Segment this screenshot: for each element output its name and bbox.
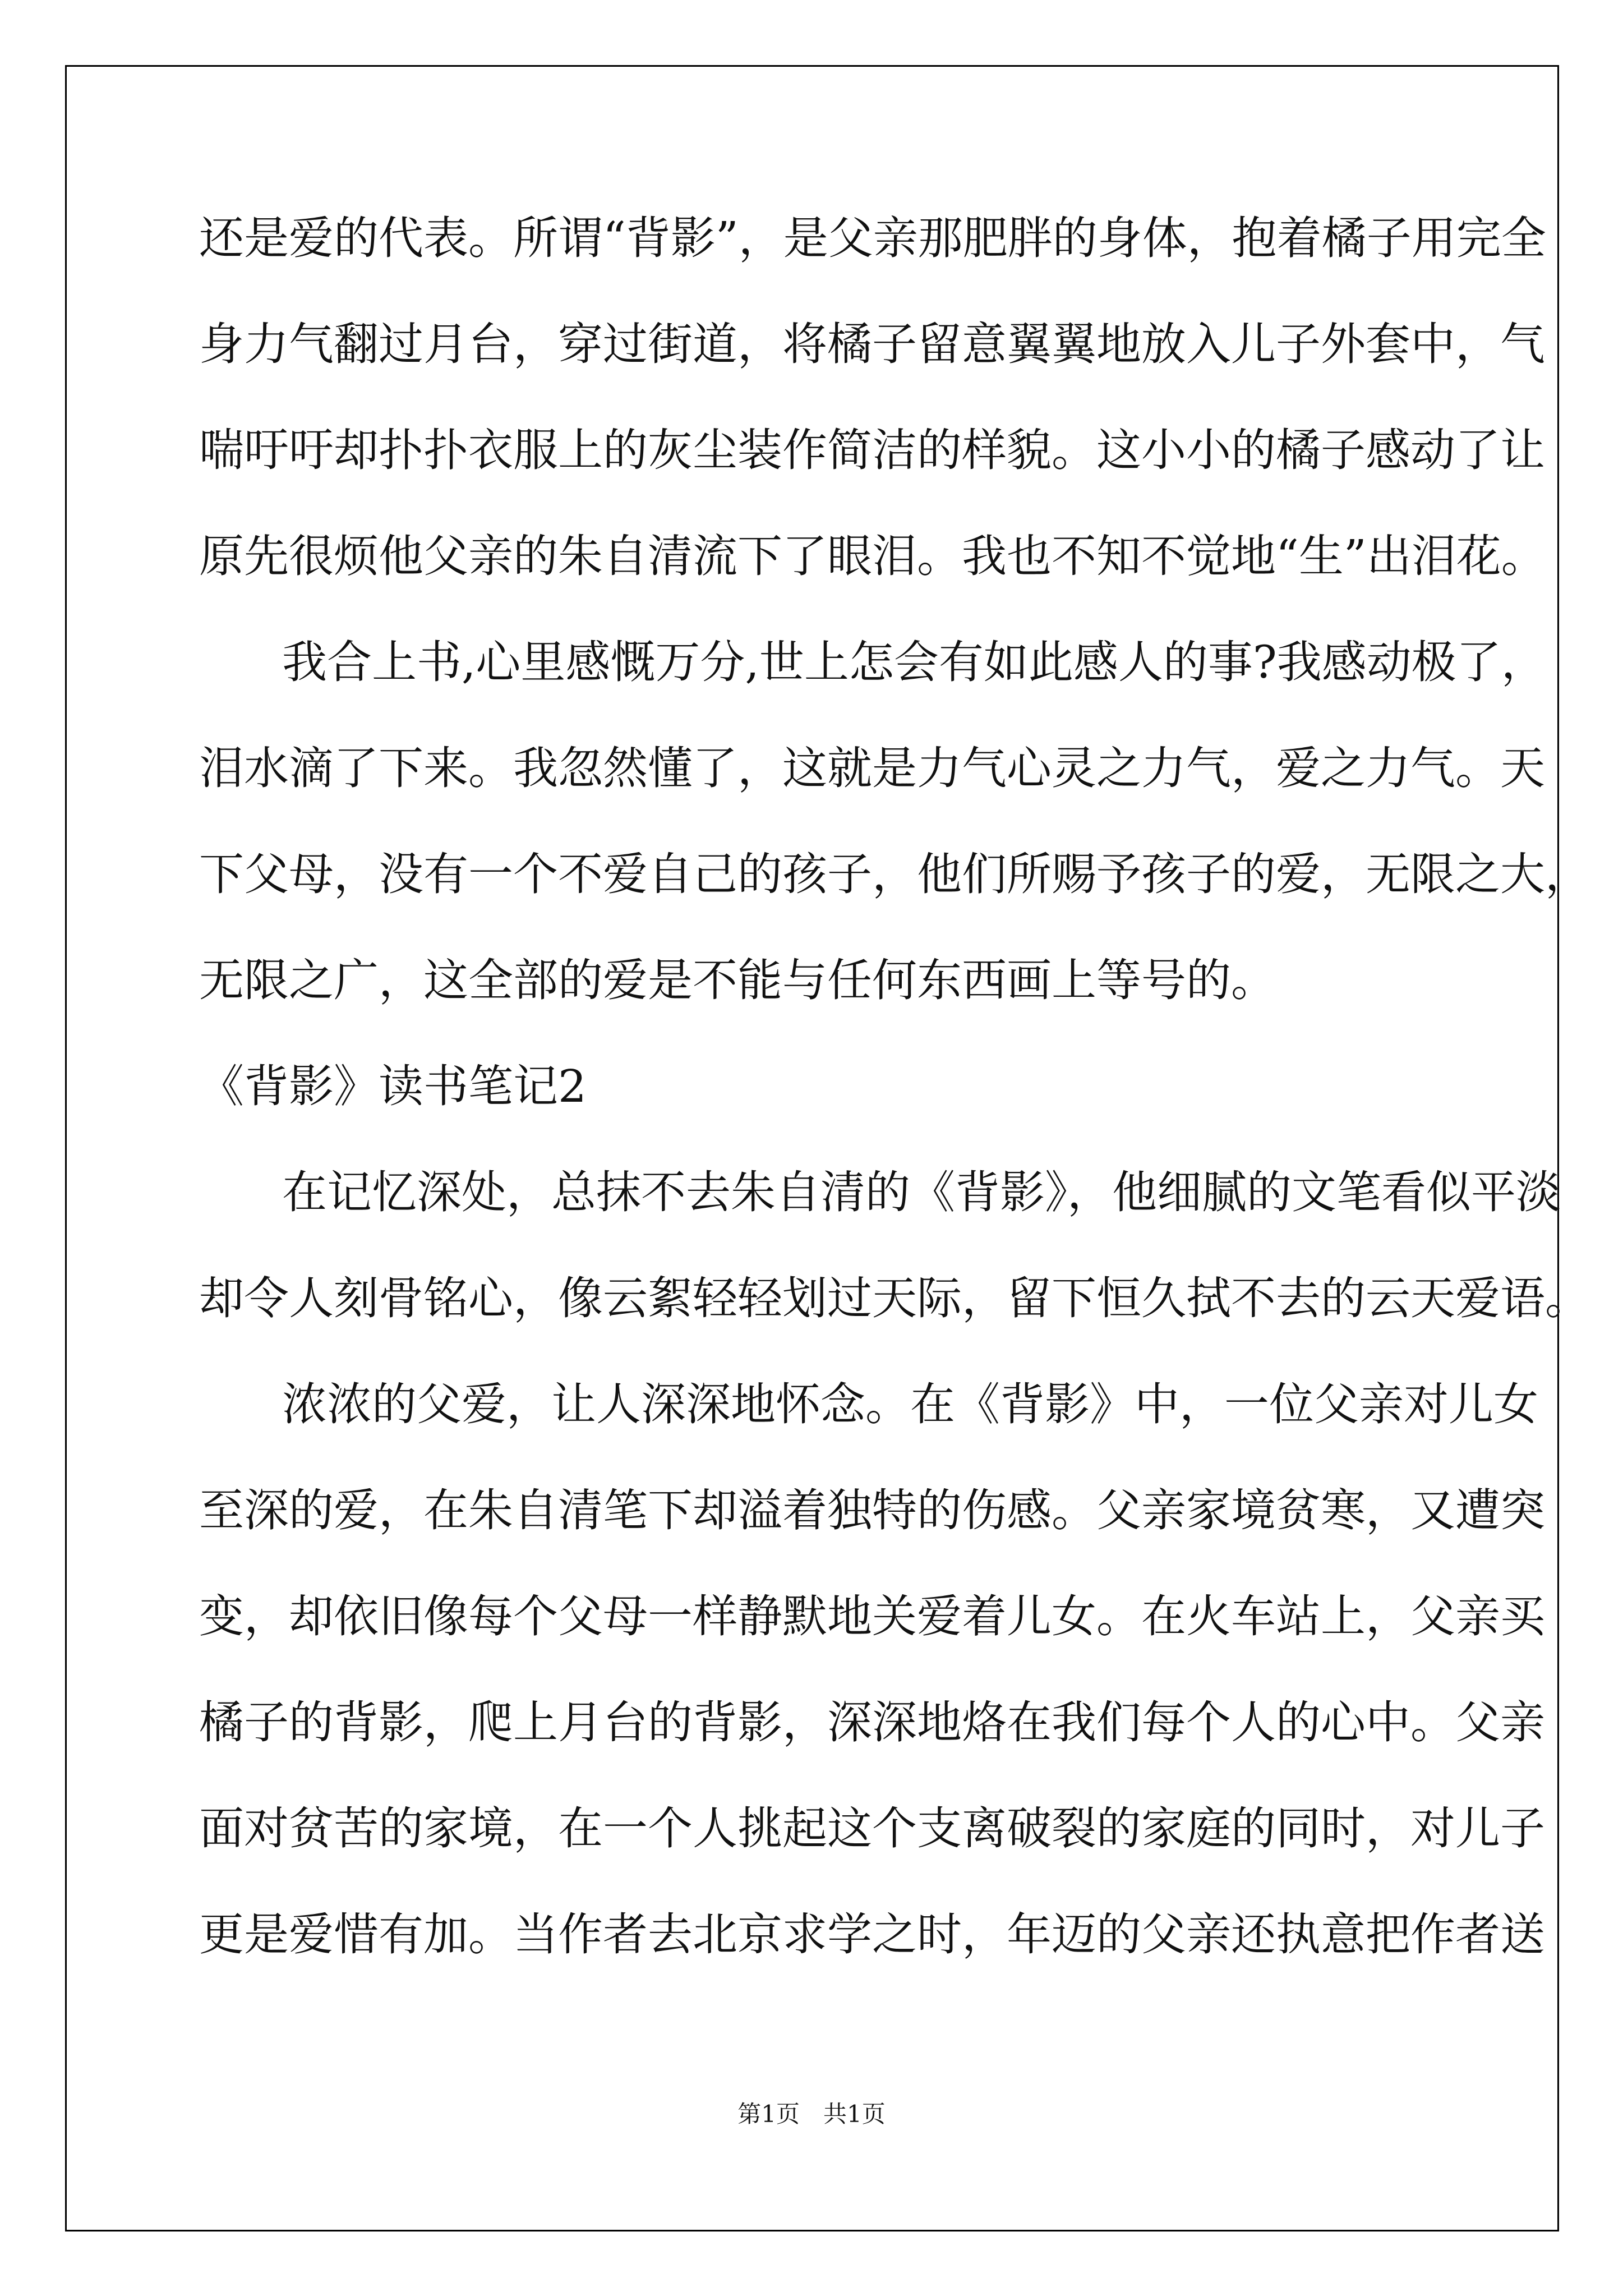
text-line: 身力气翻过月台，穿过街道，将橘子留意翼翼地放入儿子外套中，气 xyxy=(199,318,1545,370)
paragraph-start-line: 在记忆深处，总抹不去朱自清的《背影》，他细腻的文笔看似平淡 xyxy=(282,1166,1561,1218)
text-line: 泪水滴了下来。我忽然懂了，这就是力气心灵之力气，爱之力气。天 xyxy=(199,742,1545,794)
text-line: 更是爱惜有加。当作者去北京求学之时，年迈的父亲还执意把作者送 xyxy=(199,1908,1545,1961)
page-number-footer: 第1页 共1页 xyxy=(737,2100,886,2128)
paragraph-start-line: 我合上书,心里感慨万分,世上怎会有如此感人的事?我感动极了， xyxy=(282,636,1546,688)
section-heading: 《背影》读书笔记2 xyxy=(199,1060,587,1112)
text-line: 原先很烦他父亲的朱自清流下了眼泪。我也不知不觉地“生”出泪花。 xyxy=(199,530,1546,582)
text-line: 无限之广，这全部的爱是不能与任何东西画上等号的。 xyxy=(199,954,1276,1006)
text-line: 下父母，没有一个不爱自己的孩子，他们所赐予孩子的爱，无限之大， xyxy=(199,848,1590,900)
paragraph-start-line: 浓浓的父爱，让人深深地怀念。在《背影》中，一位父亲对儿女 xyxy=(282,1378,1538,1430)
text-line: 还是爱的代表。所谓“背影”，是父亲那肥胖的身体，抱着橘子用完全 xyxy=(199,212,1546,264)
text-line: 至深的爱，在朱自清笔下却溢着独特的伤感。父亲家境贫寒，又遭突 xyxy=(199,1484,1545,1536)
document-body xyxy=(199,208,1590,2010)
text-line: 橘子的背影，爬上月台的背影，深深地烙在我们每个人的心中。父亲 xyxy=(199,1696,1545,1749)
text-line: 喘吁吁却扑扑衣服上的灰尘装作简洁的样貌。这小小的橘子感动了让 xyxy=(199,424,1545,476)
text-line: 变，却依旧像每个父母一样静默地关爱着儿女。在火车站上，父亲买 xyxy=(199,1590,1545,1642)
text-line: 却令人刻骨铭心，像云絮轻轻划过天际，留下恒久拭不去的云天爱语。 xyxy=(199,1272,1590,1324)
text-line: 面对贫苦的家境，在一个人挑起这个支离破裂的家庭的同时，对儿子 xyxy=(199,1802,1545,1855)
